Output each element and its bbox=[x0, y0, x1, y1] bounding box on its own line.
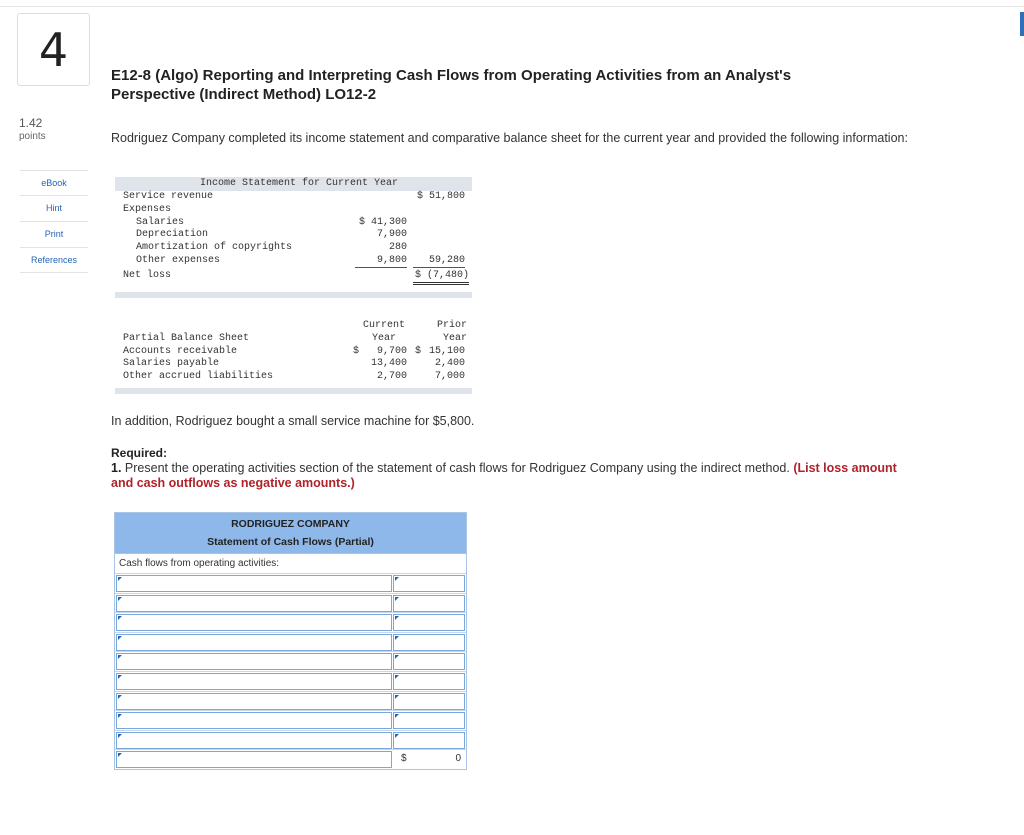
balance-sheet-heading: Partial Balance Sheet bbox=[123, 332, 250, 344]
income-statement-heading: Income Statement for Current Year bbox=[200, 178, 399, 189]
description-dropdown[interactable] bbox=[116, 673, 392, 690]
total-expenses: 59,280 bbox=[413, 255, 465, 268]
dropdown-indicator-icon bbox=[395, 636, 399, 640]
expenses-label-row: Expenses bbox=[123, 203, 172, 215]
dropdown-indicator-icon bbox=[118, 675, 122, 679]
balance-row: Salaries payable 13,400 2,400 bbox=[123, 358, 465, 370]
dropdown-indicator-icon bbox=[118, 616, 122, 620]
addition-note: In addition, Rodriguez bought a small service machine for $5,800. bbox=[111, 414, 475, 428]
amount-input[interactable] bbox=[393, 614, 465, 631]
balance-row: Other accrued liabilities 2,700 7,000 bbox=[123, 371, 465, 383]
description-dropdown[interactable] bbox=[116, 634, 392, 651]
statement-title: Statement of Cash Flows (Partial) bbox=[207, 536, 374, 548]
question-intro: Rodriguez Company completed its income statement and comparative balance sheet for the current year and provided the following information: bbox=[111, 131, 908, 145]
total-value: 0 bbox=[455, 753, 461, 765]
required-heading: Required: bbox=[111, 446, 168, 460]
table-footer-bar bbox=[115, 388, 472, 394]
total-currency-symbol: $ bbox=[401, 753, 407, 765]
amount-input[interactable] bbox=[393, 595, 465, 612]
balance-header-row-1: Current Prior bbox=[362, 320, 467, 331]
required-instructions bbox=[111, 461, 911, 491]
references-link[interactable]: References bbox=[20, 248, 88, 273]
dropdown-indicator-icon bbox=[118, 714, 122, 718]
dropdown-indicator-icon bbox=[395, 714, 399, 718]
dropdown-indicator-icon bbox=[395, 695, 399, 699]
balance-sheet-table bbox=[115, 320, 472, 394]
scrollbar-marker[interactable] bbox=[1020, 12, 1024, 36]
dropdown-indicator-icon bbox=[118, 636, 122, 640]
expense-row: Other expenses 9,800 59,280 bbox=[136, 254, 465, 266]
total-description-dropdown[interactable] bbox=[116, 751, 392, 768]
dropdown-indicator-icon bbox=[395, 597, 399, 601]
balance-header-row-2: Partial Balance Sheet Year Year bbox=[123, 332, 467, 344]
dropdown-indicator-icon bbox=[118, 734, 122, 738]
income-statement-table bbox=[115, 177, 472, 298]
description-dropdown[interactable] bbox=[116, 653, 392, 670]
company-name: RODRIGUEZ COMPANY bbox=[231, 518, 350, 530]
dropdown-indicator-icon bbox=[118, 655, 122, 659]
operating-activities-label: Cash flows from operating activities: bbox=[115, 553, 466, 573]
service-revenue-row: Service revenue $ 51,800 bbox=[123, 191, 465, 202]
answer-row bbox=[115, 671, 466, 691]
answer-row bbox=[115, 730, 466, 750]
answer-row bbox=[115, 612, 466, 632]
table-footer-bar bbox=[115, 292, 472, 298]
resource-links bbox=[20, 170, 88, 273]
expense-row: Salaries $ 41,300 bbox=[136, 216, 407, 228]
total-row bbox=[115, 749, 466, 769]
question-number-box bbox=[17, 13, 90, 86]
amount-input[interactable] bbox=[393, 653, 465, 670]
net-loss-row: Net loss $ (7,480) bbox=[115, 268, 472, 284]
answer-row bbox=[115, 710, 466, 730]
cash-flow-answer-table bbox=[114, 512, 467, 770]
answer-row bbox=[115, 573, 466, 593]
question-number: 4 bbox=[38, 23, 69, 77]
points-value: 1.42 bbox=[19, 116, 43, 130]
required-text: Present the operating activities section of the statement of cash flows for Rodriguez Company using the indirect method. bbox=[121, 461, 794, 475]
answer-row bbox=[115, 651, 466, 671]
amount-input[interactable] bbox=[393, 693, 465, 710]
dropdown-indicator-icon bbox=[118, 577, 122, 581]
required-number: 1. bbox=[111, 461, 122, 475]
question-title: E12-8 (Algo) Reporting and Interpreting Cash Flows from Operating Activities from an Analyst's Perspective (Indirect Method) LO12-2 bbox=[111, 67, 792, 103]
dropdown-indicator-icon bbox=[118, 597, 122, 601]
answer-row bbox=[115, 691, 466, 711]
amount-input[interactable] bbox=[393, 673, 465, 690]
dropdown-indicator-icon bbox=[395, 734, 399, 738]
amount-input[interactable] bbox=[393, 634, 465, 651]
description-dropdown[interactable] bbox=[116, 614, 392, 631]
description-dropdown[interactable] bbox=[116, 575, 392, 592]
top-divider bbox=[0, 6, 1024, 7]
balance-row: Accounts receivable $ 9,700 $ 15,100 bbox=[123, 345, 465, 357]
expense-row: Amortization of copyrights 280 bbox=[136, 242, 407, 254]
description-dropdown[interactable] bbox=[116, 732, 392, 749]
dropdown-indicator-icon bbox=[395, 675, 399, 679]
dropdown-indicator-icon bbox=[118, 753, 122, 757]
ebook-link[interactable]: eBook bbox=[20, 170, 88, 196]
dropdown-indicator-icon bbox=[395, 577, 399, 581]
dropdown-indicator-icon bbox=[395, 655, 399, 659]
amount-input[interactable] bbox=[393, 732, 465, 749]
amount-input[interactable] bbox=[393, 575, 465, 592]
description-dropdown[interactable] bbox=[116, 712, 392, 729]
dropdown-indicator-icon bbox=[118, 695, 122, 699]
description-dropdown[interactable] bbox=[116, 693, 392, 710]
negative-amount-instruction: (List loss amount and cash outflows as negative amounts.) bbox=[111, 461, 897, 490]
answer-row bbox=[115, 593, 466, 613]
expense-row: Depreciation 7,900 bbox=[136, 229, 407, 241]
description-dropdown[interactable] bbox=[116, 595, 392, 612]
cash-flow-header bbox=[115, 513, 466, 553]
hint-link[interactable]: Hint bbox=[20, 196, 88, 222]
answer-row bbox=[115, 632, 466, 652]
dropdown-indicator-icon bbox=[395, 616, 399, 620]
points-label: points bbox=[19, 131, 46, 142]
print-link[interactable]: Print bbox=[20, 222, 88, 248]
amount-input[interactable] bbox=[393, 712, 465, 729]
